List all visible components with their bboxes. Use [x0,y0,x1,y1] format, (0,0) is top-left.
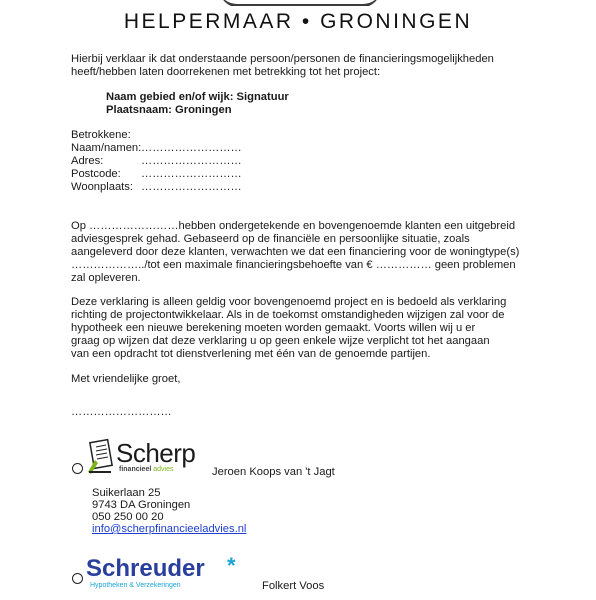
involved-field-address: ……………………… [141,155,242,167]
scherp-tagline-b: advies [153,466,174,473]
body1-line-1: Op ……………………hebben ondergetekende en bovengenoemde klanten een uitgebreid [71,220,516,232]
project-place: Plaatsnaam: Groningen [106,104,232,116]
body2-line-5: van een opdracht tot dienstverlening met één van de genoemde partijen. [71,348,431,360]
scherp-logo-word: Scherp [116,438,196,468]
schreuder-logo-tagline: Hypotheken & Verzekeringen [90,582,181,589]
body1-line-3: aangeleverd door deze klanten, verwachten we dat een financiering voor de woningtype(s) [71,246,520,258]
schreuder-star-icon: * [227,553,236,578]
schreuder-logo-word: Schreuder [86,555,205,582]
signature-line: ……………………… [71,406,172,418]
scherp-document-icon [86,438,116,476]
scherp-tagline-a: financieel [119,466,152,473]
closing-greeting: Met vriendelijke groet, [71,373,181,385]
body2-line-4: graag op wijzen dat deze verklaring u op geen enkele wijze verplicht tot het aangaan [71,335,490,347]
body2-line-3: hypotheek een nieuwe berekening moeten worden gemaakt. Voorts willen wij u er [71,322,476,334]
involved-label-name: Naam/namen: [71,142,142,154]
involved-field-city: ……………………… [141,181,242,193]
advisor-2-radio[interactable] [72,573,83,584]
advisor-1-email-link[interactable]: info@scherpfinancieeladvies.nl [92,523,247,535]
advisor-1-name: Jeroen Koops van 't Jagt [212,466,335,478]
intro-line-2: heeft/hebben laten doorrekenen met betrekking tot het project: [71,66,381,78]
involved-field-name: ……………………… [141,142,242,154]
intro-line-1: Hierbij verklaar ik dat onderstaande persoon/personen de financieringsmogelijkheden [71,53,494,65]
involved-label-address: Adres: [71,155,104,167]
scherp-logo-tagline [119,466,173,473]
body1-line-5: zal opleveren. [71,272,141,284]
schreuder-logo [86,555,256,595]
advisor-1-radio[interactable] [72,463,83,474]
body2-line-1: Deze verklaring is alleen geldig voor bovengenoemd project en is bedoeld als verklaring [71,296,507,308]
body2-line-2: richting de projectontwikkelaar. Als in de toekomst omstandigheden wijzigen zal voor de [71,309,505,321]
involved-field-postcode: ……………………… [141,168,242,180]
header-title: HELPERMAAR • GRONINGEN [123,10,473,33]
body1-line-2: adviesgesprek gehad. Gebaseerd op de financiële en persoonlijke situatie, zoals [71,233,470,245]
advisor-1-address: Suikerlaan 25 [92,487,161,499]
project-area: Naam gebied en/of wijk: Signatuur [106,91,289,103]
advisor-1-postal: 9743 DA Groningen [92,499,191,511]
involved-label-city: Woonplaats: [71,181,133,193]
scherp-logo [84,438,194,478]
involved-heading: Betrokkene: [71,129,131,141]
involved-label-postcode: Postcode: [71,168,121,180]
header-logo-fragment [0,0,596,6]
body1-line-4: ………………../tot een maximale financieringsbehoefte van € …………… geen problemen [71,259,516,271]
advisor-1-phone: 050 250 00 20 [92,511,164,523]
advisor-2-name: Folkert Voos [262,580,325,592]
advisor-1-email-wrap [92,523,246,536]
